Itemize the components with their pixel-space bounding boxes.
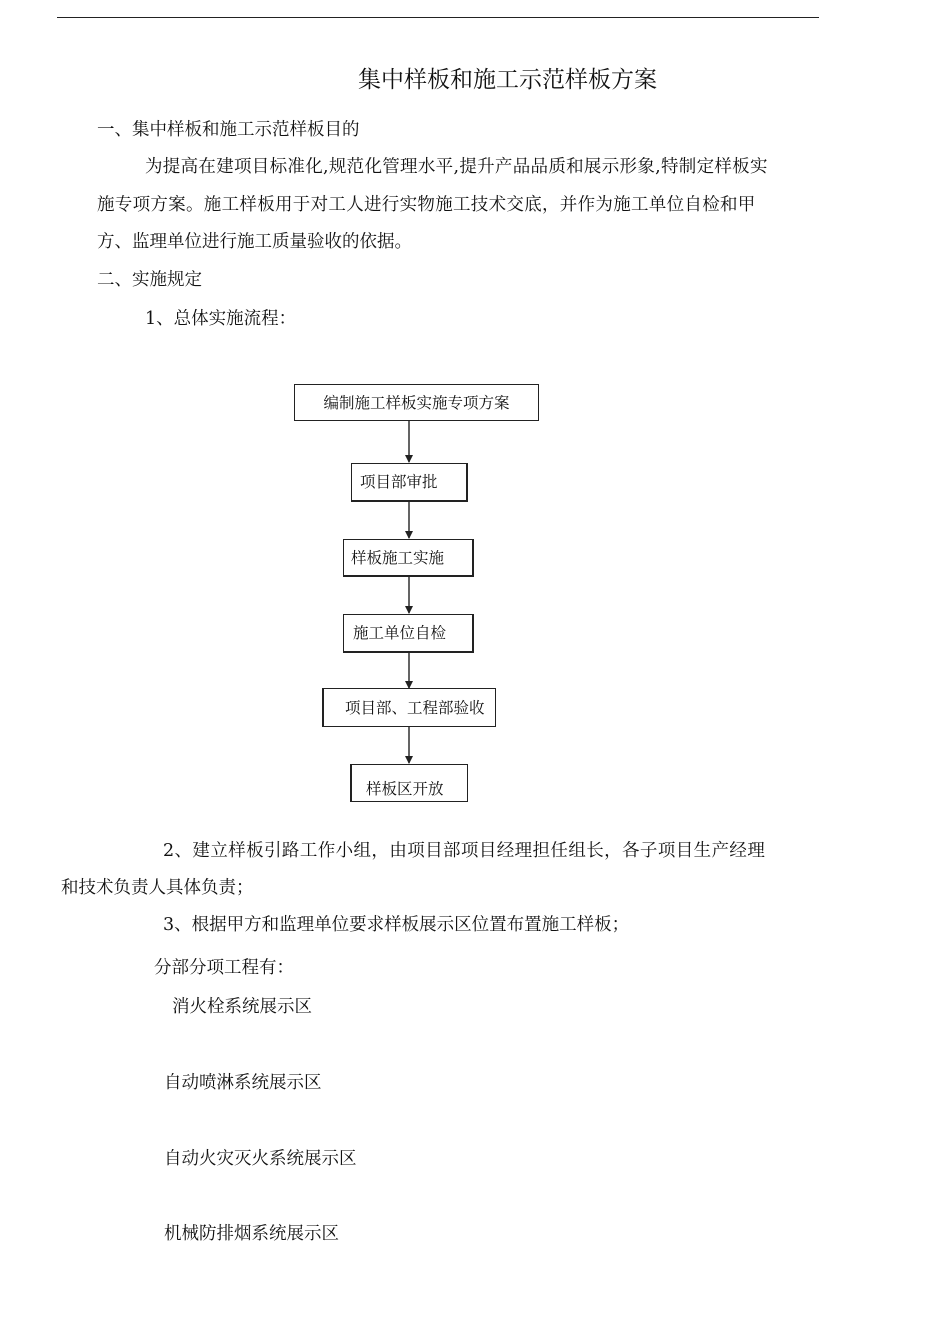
item2-line-2: 和技术负责人具体负责； — [61, 878, 254, 898]
subitem-3: 自动火灾灭火系统展示区 — [164, 1149, 357, 1169]
section1-heading: 一、集中样板和施工示范样板目的 — [97, 120, 360, 140]
flow-step-2 — [351, 463, 468, 502]
item2-line-1: 2、建立样板引路工作小组，由项目部项目经理担任组长，各子项目生产经理 — [163, 841, 766, 861]
item1-heading: 1、总体实施流程： — [145, 309, 297, 329]
flow-step-5 — [322, 688, 496, 727]
flow-step-3 — [343, 539, 474, 577]
flow-step-4 — [343, 614, 474, 653]
flow-step-3-label: 样板施工实施 — [351, 548, 445, 567]
flow-step-1-label: 编制施工样板实施专项方案 — [323, 393, 510, 412]
flow-step-5-label: 项目部、工程部验收 — [345, 698, 485, 717]
flow-step-2-label: 项目部审批 — [360, 473, 438, 491]
section1-line-1: 为提高在建项目标准化,规范化管理水平,提升产品品质和展示形象,特制定样板实 — [145, 157, 768, 177]
section1-line-3: 方、监理单位进行施工质量验收的依据。 — [97, 232, 412, 252]
flow-step-6-label: 样板区开放 — [366, 780, 444, 798]
subitem-2: 自动喷淋系统展示区 — [164, 1073, 322, 1093]
flow-step-6 — [350, 764, 468, 802]
document-title: 集中样板和施工示范样板方案 — [358, 67, 657, 93]
subitem-4: 机械防排烟系统展示区 — [164, 1224, 339, 1244]
flow-step-4-label: 施工单位自检 — [353, 624, 447, 642]
flow-step-1 — [294, 384, 539, 421]
subitems-heading: 分部分项工程有： — [154, 958, 294, 978]
subitem-1: 消火栓系统展示区 — [172, 997, 312, 1017]
section2-heading: 二、实施规定 — [97, 270, 202, 290]
section1-line-2: 施专项方案。施工样板用于对工人进行实物施工技术交底，并作为施工单位自检和甲 — [97, 195, 756, 215]
item3-text: 3、根据甲方和监理单位要求样板展示区位置布置施工样板； — [163, 915, 630, 935]
